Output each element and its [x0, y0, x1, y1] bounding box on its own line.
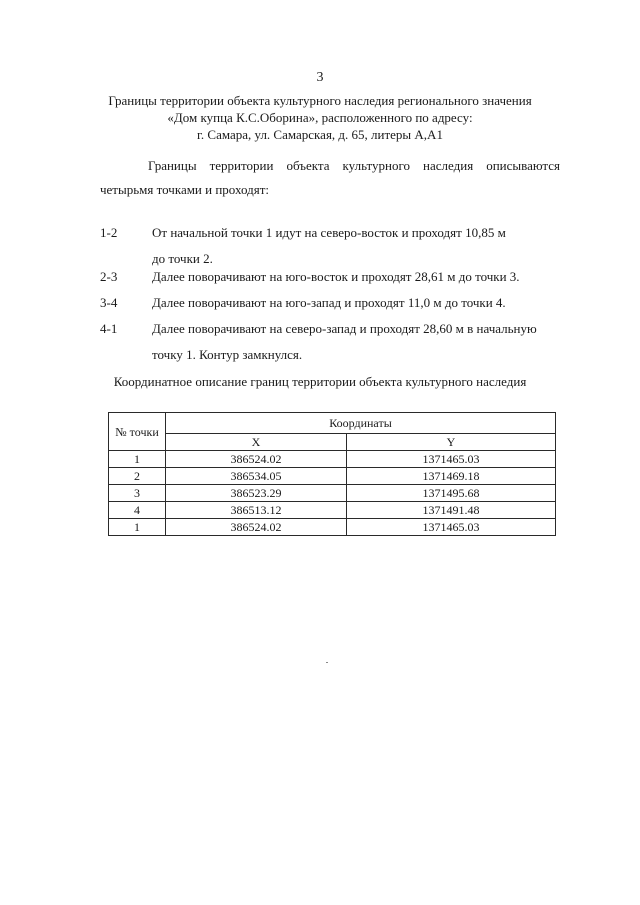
title-line-3: г. Самара, ул. Самарская, д. 65, литеры А,А1 — [197, 127, 443, 142]
segment-text: Далее поворачивают на северо-запад и проходят 28,60 м в начальную — [152, 321, 537, 336]
title-line-1: Границы территории объекта культурного наследия регионального значения — [108, 93, 532, 108]
table-row — [109, 468, 556, 485]
segment-id: 4-1 — [100, 321, 118, 336]
cell-x: 386523.29 — [166, 485, 347, 502]
segment-text-cont: до точки 2. — [152, 251, 213, 266]
table-row — [109, 519, 556, 536]
cell-y: 1371465.03 — [347, 451, 556, 468]
segment-text: От начальной точки 1 идут на северо-восток и проходят 10,85 м — [152, 225, 506, 240]
cell-x: 386513.12 — [166, 502, 347, 519]
table-row — [109, 502, 556, 519]
cell-y: 1371465.03 — [347, 519, 556, 536]
segment-text-cont: точку 1. Контур замкнулся. — [152, 347, 303, 362]
cell-point: 2 — [109, 468, 166, 485]
segment-id: 3-4 — [100, 295, 118, 310]
cell-y: 1371495.68 — [347, 485, 556, 502]
title-line-2: «Дом купца К.С.Оборина», расположенного по адресу: — [167, 110, 473, 125]
intro-line-2: четырьмя точками и проходят: — [100, 182, 269, 197]
segment-id: 2-3 — [100, 269, 118, 284]
cell-point: 1 — [109, 451, 166, 468]
page-number: 3 — [316, 70, 324, 85]
header-y: Y — [347, 434, 556, 451]
table-row — [109, 485, 556, 502]
header-x: X — [166, 434, 347, 451]
coordinates-caption: Координатное описание границ территории объекта культурного наследия — [113, 374, 527, 389]
header-point-number: № точки — [109, 413, 166, 451]
cell-x: 386524.02 — [166, 451, 347, 468]
cell-x: 386534.05 — [166, 468, 347, 485]
scan-speck — [326, 662, 328, 663]
cell-x: 386524.02 — [166, 519, 347, 536]
cell-y: 1371469.18 — [347, 468, 556, 485]
coordinates-table — [108, 412, 556, 536]
cell-point: 1 — [109, 519, 166, 536]
segment-text: Далее поворачивают на юго-восток и проходят 28,61 м до точки 3. — [152, 269, 520, 284]
table-row — [109, 451, 556, 468]
cell-point: 3 — [109, 485, 166, 502]
cell-y: 1371491.48 — [347, 502, 556, 519]
cell-point: 4 — [109, 502, 166, 519]
segment-text: Далее поворачивают на юго-запад и проходят 11,0 м до точки 4. — [152, 295, 506, 310]
document-title — [0, 92, 640, 143]
header-coordinates: Координаты — [166, 413, 556, 434]
segment-id: 1-2 — [100, 225, 118, 240]
intro-line-1: Границы территории объекта культурного наследия описываются — [148, 158, 560, 173]
